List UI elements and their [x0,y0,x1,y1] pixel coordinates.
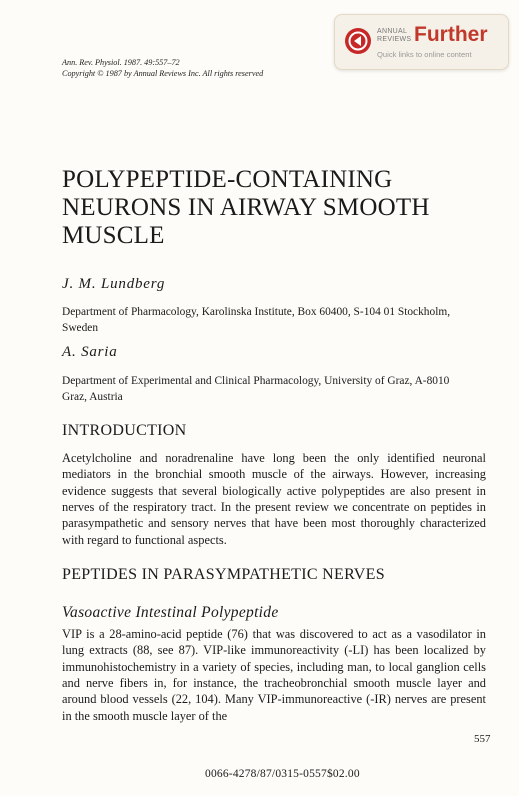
badge-reviews-text: REVIEWS [377,35,412,43]
affiliation-line: Graz, Austria [62,390,123,403]
article-title [62,166,482,250]
affiliation-line: Sweden [62,321,99,334]
copyright-line: Copyright © 1987 by Annual Reviews Inc. All rights reserved [62,68,264,78]
author-name: J. M. Lundberg [62,276,166,292]
title-line-1: POLYPEPTIDE-CONTAINING [62,166,393,193]
annual-reviews-logo-icon [345,28,371,54]
badge-further-text: Further [414,23,488,46]
author-affiliation [62,305,482,336]
badge-publisher-name [377,28,411,43]
page-number: 557 [474,733,491,745]
author-affiliation [62,374,482,405]
badge-annual-text: ANNUAL [377,28,408,35]
title-line-2: NEURONS IN AIRWAY SMOOTH [62,194,430,221]
affiliation-line: Department of Pharmacology, Karolinska Institute, Box 60400, S-104 01 Stockholm, [62,306,451,318]
subsection-heading-vip: Vasoactive Intestinal Polypeptide [62,604,279,621]
introduction-paragraph: Acetylcholine and noradrenaline have long been the only identified neuronal mediators in the bronchial smooth muscle of the airways. However, increasing evidence suggests that several biologically active polypeptides are also present in nerves of the respiratory tract. In the present review we concentrate on peptides in parasympathetic and sensory nerves that have been most thoroughly characterized with regard to functional aspects. [62,451,486,547]
vip-paragraph: VIP is a 28-amino-acid peptide (76) that was discovered to act as a vasodilator in lung extracts (88, see 87). VIP-like immunoreactivity (-LI) has been localized by immunohistochemistry in a variety of species, including man, to local ganglion cells and nerve fibers in, for instance, the tracheobronchial smooth muscle layer and around blood vessels (22, 104). Many VIP-immunoreactive (-IR) nerves are present in the smooth muscle layer of the [62,627,486,723]
title-line-3: MUSCLE [62,222,165,249]
journal-header [62,58,263,79]
citation-line: Ann. Rev. Physiol. 1987. 49:557–72 [62,58,180,67]
further-links-badge[interactable] [334,14,509,70]
affiliation-line: Department of Experimental and Clinical Pharmacology, University of Graz, A-8010 [62,375,450,387]
author-name: A. Saria [62,344,118,360]
badge-subtitle: Quick links to online content [377,50,472,59]
article-code-footer: 0066-4278/87/0315-0557$02.00 [205,768,360,780]
section-heading-parasympathetic: PEPTIDES IN PARASYMPATHETIC NERVES [62,566,385,583]
section-heading-introduction: INTRODUCTION [62,422,187,439]
